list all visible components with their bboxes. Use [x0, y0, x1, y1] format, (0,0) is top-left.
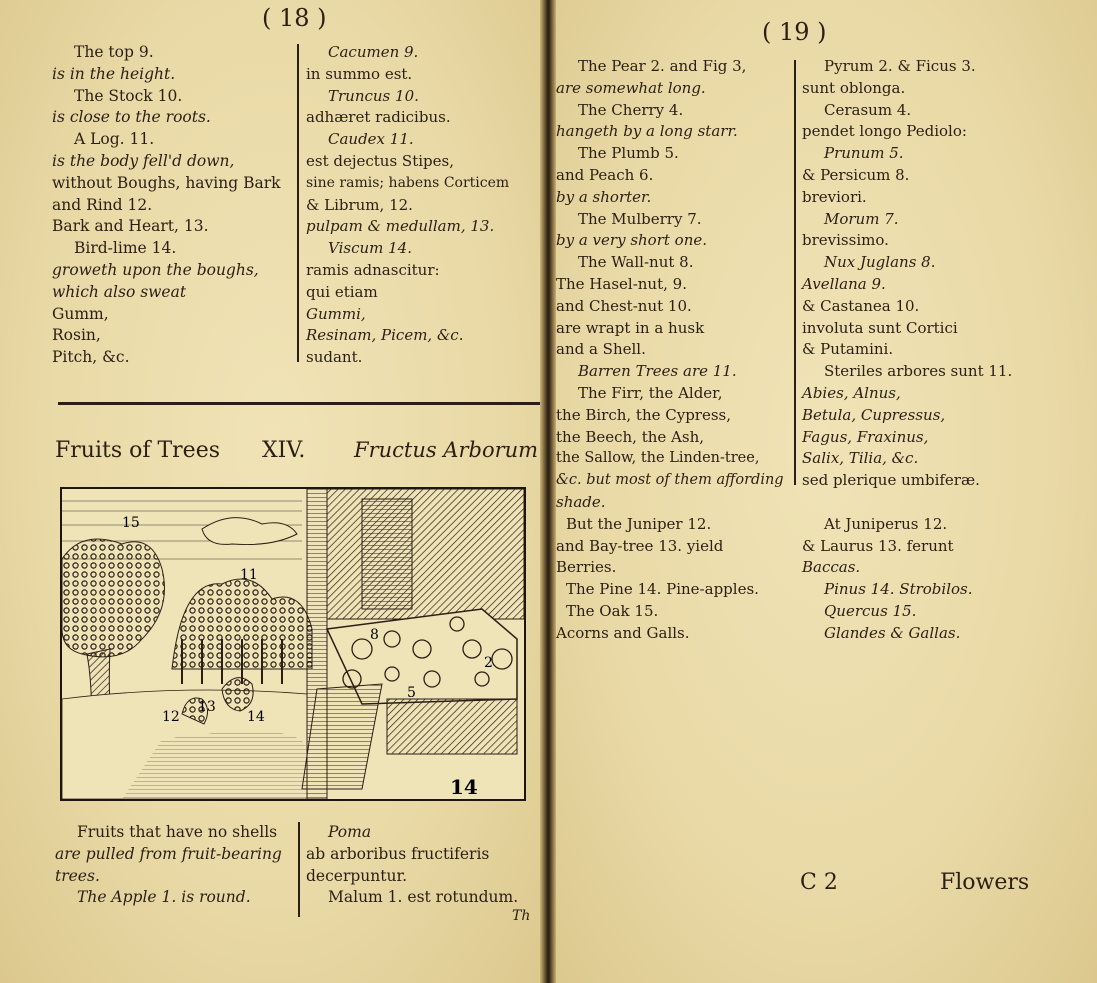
- text-line: by a very short one.: [556, 231, 708, 250]
- text-line: and Bay-tree 13. yield: [556, 536, 724, 555]
- text-line: Pitch, &c.: [52, 348, 130, 367]
- text-line: At Juniperus 12.: [824, 514, 948, 533]
- text-line: are wrapt in a husk: [556, 318, 705, 337]
- text-line: The Mulberry 7.: [578, 209, 702, 228]
- text-line: Bird-lime 14.: [74, 239, 177, 258]
- text-line: The Pear 2. and Fig 3,: [578, 57, 747, 75]
- text-line: are pulled from fruit-bearing: [55, 844, 282, 863]
- woodcut-label: 13: [198, 699, 216, 715]
- text-line: in summo est.: [306, 64, 413, 83]
- text-line: Nux Juglans 8.: [824, 253, 936, 272]
- text-line: The Oak 15.: [566, 601, 659, 620]
- text-line: est dejectus Stipes,: [306, 151, 454, 170]
- catchword-left: Th: [512, 908, 531, 924]
- text-line: is close to the roots.: [52, 108, 211, 127]
- text-line: without Boughs, having Bark: [52, 173, 281, 192]
- text-line: sudant.: [306, 348, 363, 367]
- text-line: Berries.: [556, 558, 617, 577]
- text-line: The Wall-nut 8.: [578, 253, 694, 272]
- text-line: The Cherry 4.: [578, 100, 684, 119]
- text-line: is in the height.: [52, 64, 176, 83]
- text-line: hangeth by a long starr.: [556, 122, 738, 141]
- page-number-left: ( 18 ): [262, 4, 327, 32]
- text-line: Malum 1. est rotundum.: [328, 888, 519, 907]
- text-line: The Firr, the Alder,: [578, 383, 723, 402]
- text-line: is the body fell'd down,: [52, 151, 235, 170]
- text-line: brevissimo.: [802, 231, 889, 250]
- text-line: Abies, Alnus,: [802, 383, 901, 402]
- left-english-column: [52, 42, 281, 369]
- left-latin-column: [306, 42, 509, 369]
- text-line: & Laurus 13. ferunt: [802, 536, 954, 555]
- text-line: Fruits that have no shells: [77, 823, 278, 841]
- text-line: Viscum 14.: [328, 239, 412, 258]
- text-line: Poma: [328, 823, 372, 841]
- text-line: &c. but most of them affording: [556, 472, 784, 489]
- text-line: are somewhat long.: [556, 78, 706, 97]
- text-line: Steriles arbores sunt 11.: [824, 362, 1013, 381]
- text-line: and Chest-nut 10.: [556, 296, 692, 315]
- text-line: The Pine 14. Pine-apples.: [566, 580, 759, 599]
- page-number-right: ( 19 ): [762, 18, 827, 46]
- text-line: pendet longo Pediolo:: [802, 122, 967, 141]
- text-line: But the Juniper 12.: [566, 514, 712, 533]
- section-heading-latin: Fructus Arborum: [354, 438, 539, 462]
- woodcut-label: 2: [484, 655, 493, 671]
- text-line: The top 9.: [74, 43, 154, 61]
- text-line: Bark and Heart, 13.: [52, 217, 209, 236]
- text-line: & Persicum 8.: [802, 165, 910, 184]
- text-line: Rosin,: [52, 326, 101, 345]
- woodcut-label: 12: [162, 709, 180, 725]
- text-line: The Plumb 5.: [578, 144, 679, 163]
- text-line: The Hasel-nut, 9.: [556, 274, 687, 293]
- text-line: qui etiam: [306, 282, 378, 301]
- text-line: Cerasum 4.: [824, 100, 912, 119]
- text-line: pulpam & medullam, 13.: [306, 217, 495, 236]
- text-line: & Putamini.: [802, 340, 894, 359]
- text-line: The Stock 10.: [74, 86, 183, 105]
- text-line: which also sweat: [52, 282, 187, 301]
- woodcut-label: 14: [247, 709, 265, 725]
- text-line: Morum 7.: [824, 209, 899, 228]
- text-line: breviori.: [802, 187, 867, 206]
- woodcut-label: 14: [450, 775, 478, 799]
- text-line: Pyrum 2. & Ficus 3.: [824, 57, 976, 75]
- woodcut-label: 8: [370, 627, 379, 643]
- book-gutter: [540, 0, 556, 983]
- text-line: Cacumen 9.: [328, 43, 419, 61]
- text-line: by a shorter.: [556, 187, 652, 206]
- text-line: groweth upon the boughs,: [52, 260, 259, 279]
- text-line: involuta sunt Cortici: [802, 318, 958, 337]
- text-line: adhæret radicibus.: [306, 108, 451, 127]
- left-bottom-english: [55, 822, 282, 909]
- text-line: Pinus 14. Strobilos.: [824, 580, 973, 599]
- text-line: Baccas.: [802, 558, 861, 577]
- text-line: decerpuntur.: [306, 866, 408, 885]
- text-line: Prunum 5.: [824, 144, 904, 163]
- text-line: & Castanea 10.: [802, 296, 920, 315]
- section-rule: [58, 402, 540, 405]
- text-line: Barren Trees are 11.: [578, 362, 737, 381]
- text-line: Truncus 10.: [328, 86, 419, 105]
- text-line: the Beech, the Ash,: [556, 427, 705, 446]
- text-line: and Peach 6.: [556, 165, 654, 184]
- text-line: Salix, Tilia, &c.: [802, 449, 919, 468]
- right-english-column: [556, 56, 784, 645]
- text-line: A Log. 11.: [74, 130, 155, 149]
- text-line: trees.: [55, 866, 100, 885]
- text-line: Glandes & Gallas.: [824, 623, 961, 642]
- text-line: and a Shell.: [556, 340, 646, 359]
- text-line: Fagus, Fraxinus,: [802, 427, 929, 446]
- text-line: ab arboribus fructiferis: [306, 844, 490, 863]
- text-line: [802, 492, 1012, 514]
- text-line: ramis adnascitur:: [306, 260, 440, 279]
- text-line: the Sallow, the Linden-tree,: [556, 450, 760, 467]
- left-bottom-latin: [306, 822, 518, 909]
- text-line: Quercus 15.: [824, 601, 917, 620]
- text-line: Betula, Cupressus,: [802, 405, 946, 424]
- woodcut-label: 11: [240, 567, 258, 583]
- text-line: the Birch, the Cypress,: [556, 405, 732, 424]
- woodcut-drawing: [62, 489, 524, 799]
- text-line: sine ramis; habens Corticem: [306, 174, 510, 191]
- right-latin-column: [802, 56, 1012, 645]
- text-line: shade.: [556, 492, 606, 511]
- woodcut-label: 5: [407, 685, 416, 701]
- text-line: and Rind 12.: [52, 195, 153, 214]
- text-line: Resinam, Picem, &c.: [306, 326, 464, 345]
- text-line: Gummi,: [306, 304, 366, 323]
- text-line: The Apple 1. is round.: [77, 888, 251, 907]
- catchword-right: Flowers: [940, 870, 1030, 895]
- woodcut-label: 15: [122, 515, 140, 531]
- text-line: Gumm,: [52, 304, 109, 323]
- text-line: sunt oblonga.: [802, 78, 906, 97]
- column-divider: [297, 44, 299, 362]
- column-divider: [298, 822, 300, 917]
- text-line: Avellana 9.: [802, 274, 886, 293]
- column-divider: [794, 60, 796, 485]
- woodcut-illustration: [60, 487, 526, 801]
- text-line: Acorns and Galls.: [556, 623, 690, 642]
- signature-mark: C 2: [800, 870, 838, 895]
- section-heading-english: Fruits of Trees: [55, 438, 221, 463]
- text-line: & Librum, 12.: [306, 195, 413, 214]
- text-line: Caudex 11.: [328, 130, 414, 149]
- text-line: sed plerique umbiferæ.: [802, 471, 980, 490]
- section-heading-numeral: XIV.: [262, 438, 306, 463]
